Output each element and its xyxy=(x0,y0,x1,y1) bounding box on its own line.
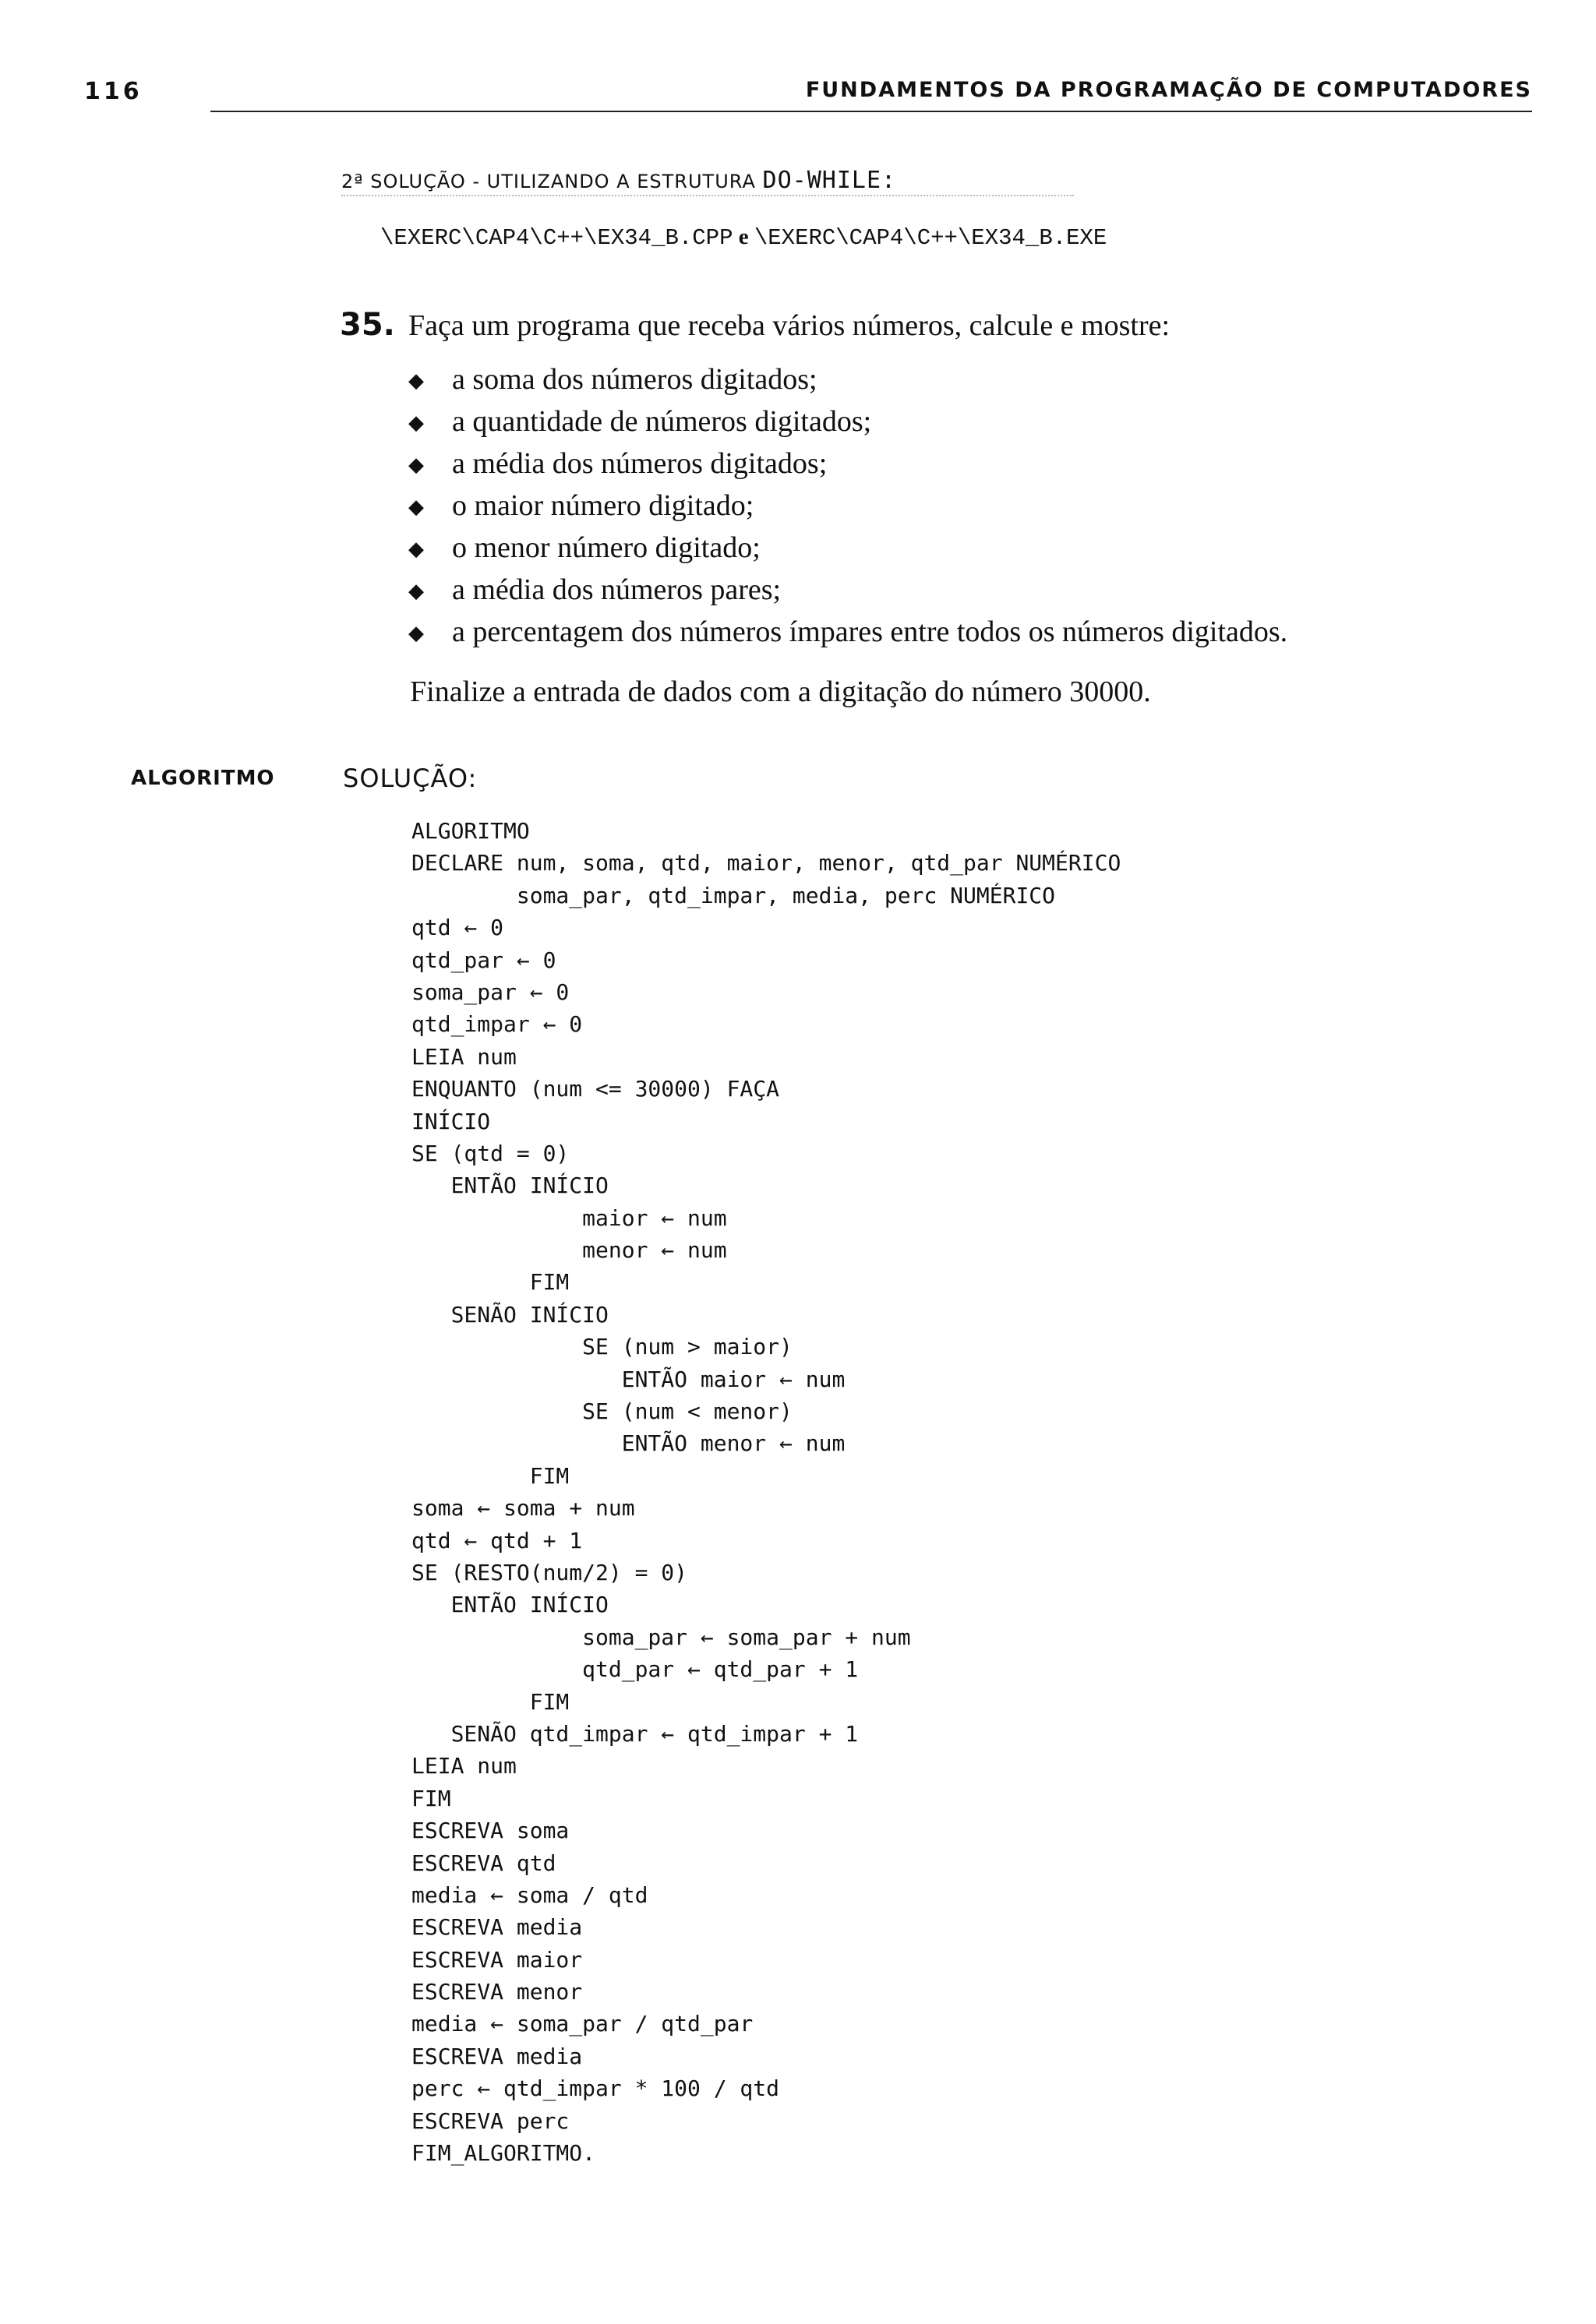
code-line: ENQUANTO (num <= 30000) FAÇA xyxy=(411,1076,780,1102)
code-line: INÍCIO xyxy=(411,1108,491,1134)
code-line: soma ← soma + num xyxy=(411,1495,635,1522)
dotted-underline xyxy=(341,195,1074,196)
file-paths xyxy=(380,224,1107,251)
code-line: SE (num < menor) xyxy=(411,1398,793,1425)
list-item xyxy=(408,611,1287,653)
code-line: FIM xyxy=(411,1785,451,1811)
diamond-bullet-icon: ◆ xyxy=(408,369,424,392)
code-line: LEIA num xyxy=(411,1753,517,1779)
list-item-text: o menor número digitado; xyxy=(452,531,761,564)
exercise-number: 35. xyxy=(340,307,395,343)
code-line: ESCREVA menor xyxy=(411,1979,583,2005)
code-line: ALGORITMO xyxy=(411,818,530,844)
requirements-list xyxy=(408,358,1287,653)
code-line: ESCREVA media xyxy=(411,2043,583,2069)
code-line: ENTÃO INÍCIO xyxy=(411,1592,609,1618)
code-line: ESCREVA soma xyxy=(411,1818,570,1844)
code-line: ENTÃO menor ← num xyxy=(411,1430,846,1457)
code-line: SE (RESTO(num/2) = 0) xyxy=(411,1559,688,1585)
solution-heading: SOLUÇÃO: xyxy=(343,763,478,793)
code-line: qtd_impar ← 0 xyxy=(411,1011,583,1038)
list-item xyxy=(408,400,1287,443)
code-line: ESCREVA media xyxy=(411,1914,583,1941)
exe-file-path: \EXERC\CAP4\C++\EX34_B.EXE xyxy=(754,225,1107,251)
code-line: SENÃO qtd_impar ← qtd_impar + 1 xyxy=(411,1720,859,1747)
second-solution-heading-text: 2ª SOLUÇÃO - UTILIZANDO A ESTRUTURA xyxy=(341,171,763,192)
list-item-text: a percentagem dos números ímpares entre todos os números digitados. xyxy=(452,615,1288,648)
path-connector: e xyxy=(733,224,754,249)
code-line: SE (qtd = 0) xyxy=(411,1140,570,1166)
list-item xyxy=(408,527,1287,569)
code-line: FIM xyxy=(411,1462,570,1489)
code-line: FIM_ALGORITMO. xyxy=(411,2140,596,2167)
list-item-text: a quantidade de números digitados; xyxy=(452,405,872,438)
diamond-bullet-icon: ◆ xyxy=(408,622,424,644)
code-line: ENTÃO INÍCIO xyxy=(411,1173,609,1199)
code-line: SE (num > maior) xyxy=(411,1334,793,1360)
list-item xyxy=(408,569,1287,611)
code-line: ESCREVA qtd xyxy=(411,1850,556,1876)
code-line: ESCREVA perc xyxy=(411,2107,570,2134)
do-while-keyword: DO-WHILE: xyxy=(762,167,897,194)
code-line: qtd ← 0 xyxy=(411,915,504,941)
list-item xyxy=(408,358,1287,400)
code-line: maior ← num xyxy=(411,1204,727,1231)
code-line: soma_par ← 0 xyxy=(411,979,570,1005)
code-line: qtd ← qtd + 1 xyxy=(411,1527,583,1553)
diamond-bullet-icon: ◆ xyxy=(408,495,424,518)
exercise-statement: Faça um programa que receba vários números, calcule e mostre: xyxy=(408,309,1171,342)
code-line: FIM xyxy=(411,1269,570,1296)
list-item-text: a média dos números digitados; xyxy=(452,447,828,480)
code-line: ESCREVA maior xyxy=(411,1946,583,1973)
algorithm-code-block xyxy=(411,815,1121,2169)
header-rule xyxy=(210,111,1532,112)
code-line: media ← soma / qtd xyxy=(411,1881,648,1908)
second-solution-heading xyxy=(341,167,896,194)
code-line: soma_par, qtd_impar, media, perc NUMÉRICO xyxy=(411,882,1056,908)
running-title: FUNDAMENTOS DA PROGRAMAÇÃO DE COMPUTADORES xyxy=(805,78,1532,102)
code-line: qtd_par ← 0 xyxy=(411,947,556,973)
cpp-file-path: \EXERC\CAP4\C++\EX34_B.CPP xyxy=(380,225,733,251)
code-line: media ← soma_par / qtd_par xyxy=(411,2011,754,2037)
list-item-text: a média dos números pares; xyxy=(452,573,782,606)
diamond-bullet-icon: ◆ xyxy=(408,580,424,602)
code-line: LEIA num xyxy=(411,1043,517,1070)
list-item xyxy=(408,485,1287,527)
code-line: menor ← num xyxy=(411,1237,727,1264)
list-item xyxy=(408,443,1287,485)
code-line: DECLARE num, soma, qtd, maior, menor, qtd_par NUMÉRICO xyxy=(411,850,1121,876)
code-line: perc ← qtd_impar * 100 / qtd xyxy=(411,2075,780,2102)
code-line: qtd_par ← qtd_par + 1 xyxy=(411,1656,859,1683)
algorithm-margin-label: ALGORITMO xyxy=(131,767,275,790)
diamond-bullet-icon: ◆ xyxy=(408,538,424,560)
diamond-bullet-icon: ◆ xyxy=(408,411,424,434)
code-line: soma_par ← soma_par + num xyxy=(411,1624,911,1650)
code-line: ENTÃO maior ← num xyxy=(411,1366,846,1392)
code-line: SENÃO INÍCIO xyxy=(411,1301,609,1328)
code-line: FIM xyxy=(411,1688,570,1715)
list-item-text: o maior número digitado; xyxy=(452,489,754,522)
finalize-instruction: Finalize a entrada de dados com a digitação do número 30000. xyxy=(410,675,1151,708)
page-number: 116 xyxy=(84,78,143,105)
list-item-text: a soma dos números digitados; xyxy=(452,363,817,396)
diamond-bullet-icon: ◆ xyxy=(408,453,424,476)
